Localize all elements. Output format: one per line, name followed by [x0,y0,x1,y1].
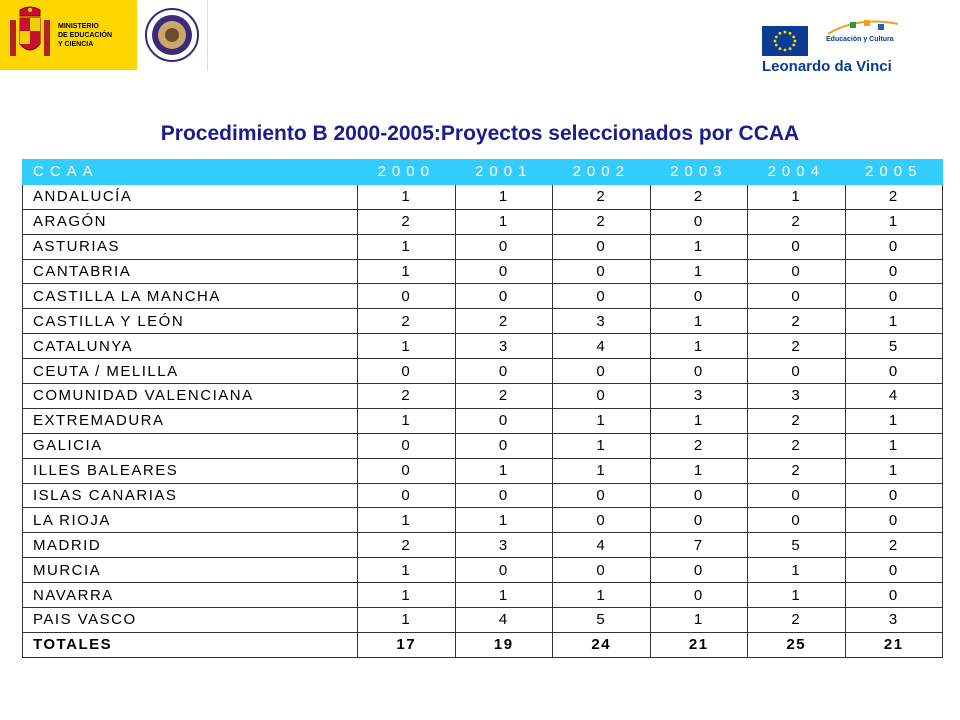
cell-2004: 0 [748,359,846,384]
column-header-2003: 2003 [650,160,748,185]
cell-2001: 1 [455,209,553,234]
cell-2001: 1 [455,583,553,608]
total-2001: 19 [455,632,553,657]
total-2005: 21 [845,632,943,657]
cell-2004: 2 [748,608,846,633]
cell-2002: 0 [553,234,651,259]
cell-2001: 2 [455,384,553,409]
cell-2001: 1 [455,508,553,533]
ministerio-text [58,22,112,49]
cell-2002: 2 [553,209,651,234]
cell-2000: 2 [358,384,456,409]
cell-2002: 0 [553,259,651,284]
cell-2001: 3 [455,533,553,558]
region-name: ARAGÓN [23,209,358,234]
table-row [23,234,943,259]
cell-2003: 1 [650,334,748,359]
region-name: LA RIOJA [23,508,358,533]
ministerio-logo [0,0,137,70]
region-name: NAVARRA [23,583,358,608]
agency-seal [137,0,208,70]
region-name: CASTILLA LA MANCHA [23,284,358,309]
cell-2004: 5 [748,533,846,558]
table-row [23,433,943,458]
table-row [23,284,943,309]
cell-2005: 1 [845,209,943,234]
column-header-2000: 2000 [358,160,456,185]
cell-2003: 0 [650,583,748,608]
totals-label: TOTALES [23,632,358,657]
cell-2000: 1 [358,408,456,433]
region-name: MADRID [23,533,358,558]
cell-2002: 0 [553,508,651,533]
cell-2005: 0 [845,558,943,583]
cell-2003: 0 [650,209,748,234]
cell-2004: 0 [748,259,846,284]
cell-2004: 3 [748,384,846,409]
cell-2003: 7 [650,533,748,558]
table-row [23,508,943,533]
cell-2002: 1 [553,583,651,608]
ministerio-line-1: MINISTERIO [58,22,99,30]
column-header-2002: 2002 [553,160,651,185]
cell-2005: 2 [845,533,943,558]
column-header-2005: 2005 [845,160,943,185]
programme-tagline: Educación y Cultura [826,36,894,43]
cell-2005: 1 [845,433,943,458]
cell-2002: 1 [553,408,651,433]
region-name: CASTILLA Y LEÓN [23,309,358,334]
cell-2000: 1 [358,259,456,284]
cell-2003: 2 [650,184,748,209]
cell-2003: 1 [650,408,748,433]
cell-2003: 0 [650,483,748,508]
total-2000: 17 [358,632,456,657]
cell-2000: 1 [358,558,456,583]
table-row [23,359,943,384]
eu-flag-icon [762,26,808,56]
region-name: ASTURIAS [23,234,358,259]
totals-row [23,632,943,657]
total-2003: 21 [650,632,748,657]
cell-2005: 1 [845,458,943,483]
cell-2001: 0 [455,433,553,458]
cell-2001: 0 [455,259,553,284]
cell-2003: 1 [650,234,748,259]
cell-2002: 1 [553,433,651,458]
cell-2001: 1 [455,458,553,483]
table-row [23,209,943,234]
cell-2000: 0 [358,483,456,508]
region-name: MURCIA [23,558,358,583]
cell-2001: 0 [455,284,553,309]
total-2004: 25 [748,632,846,657]
cell-2002: 0 [553,483,651,508]
cell-2000: 1 [358,508,456,533]
table-row [23,458,943,483]
cell-2005: 0 [845,259,943,284]
cell-2003: 0 [650,284,748,309]
cell-2003: 0 [650,558,748,583]
page-title: Procedimiento B 2000-2005:Proyectos seleccionados por CCAA [160,122,800,145]
cell-2005: 0 [845,284,943,309]
cell-2004: 1 [748,583,846,608]
cell-2000: 1 [358,334,456,359]
table-row [23,558,943,583]
cell-2000: 1 [358,234,456,259]
cell-2004: 2 [748,309,846,334]
cell-2002: 1 [553,458,651,483]
cell-2002: 5 [553,608,651,633]
cell-2000: 0 [358,458,456,483]
spain-crest-icon [8,6,52,64]
cell-2000: 0 [358,359,456,384]
cell-2002: 0 [553,284,651,309]
cell-2002: 3 [553,309,651,334]
region-name: ILLES BALEARES [23,458,358,483]
cell-2004: 1 [748,558,846,583]
cell-2000: 1 [358,583,456,608]
cell-2001: 1 [455,184,553,209]
column-header-2001: 2001 [455,160,553,185]
cell-2005: 1 [845,309,943,334]
cell-2004: 2 [748,458,846,483]
cell-2002: 4 [553,334,651,359]
region-name: CATALUNYA [23,334,358,359]
cell-2004: 0 [748,284,846,309]
cell-2000: 2 [358,209,456,234]
table-row [23,184,943,209]
cell-2000: 1 [358,608,456,633]
region-name: ISLAS CANARIAS [23,483,358,508]
column-header-2004: 2004 [748,160,846,185]
cell-2001: 0 [455,408,553,433]
cell-2005: 0 [845,234,943,259]
cell-2001: 2 [455,309,553,334]
region-name: GALICIA [23,433,358,458]
total-2002: 24 [553,632,651,657]
cell-2001: 4 [455,608,553,633]
table-row [23,583,943,608]
programme-name: Leonardo da Vinci [762,58,892,75]
cell-2004: 1 [748,184,846,209]
swoosh-icon [820,18,920,38]
cell-2001: 0 [455,359,553,384]
table-header-row [23,160,943,185]
projects-table [22,159,943,658]
cell-2003: 0 [650,508,748,533]
cell-2003: 1 [650,309,748,334]
cell-2001: 3 [455,334,553,359]
region-name: CEUTA / MELILLA [23,359,358,384]
cell-2002: 0 [553,359,651,384]
region-name: PAIS VASCO [23,608,358,633]
cell-2004: 2 [748,209,846,234]
cell-2003: 3 [650,384,748,409]
cell-2004: 0 [748,483,846,508]
ministerio-line-2: DE EDUCACIÓN [58,31,113,39]
cell-2002: 0 [553,384,651,409]
cell-2003: 1 [650,608,748,633]
cell-2005: 0 [845,583,943,608]
cell-2003: 1 [650,458,748,483]
cell-2002: 2 [553,184,651,209]
cell-2004: 0 [748,508,846,533]
cell-2000: 2 [358,533,456,558]
header-logos-right [762,18,922,78]
cell-2000: 1 [358,184,456,209]
region-name: EXTREMADURA [23,408,358,433]
table-row [23,408,943,433]
cell-2005: 0 [845,483,943,508]
table-row [23,533,943,558]
cell-2005: 2 [845,184,943,209]
table-row [23,384,943,409]
cell-2005: 0 [845,359,943,384]
cell-2000: 0 [358,284,456,309]
cell-2004: 2 [748,433,846,458]
region-name: ANDALUCÍA [23,184,358,209]
cell-2000: 2 [358,309,456,334]
cell-2005: 1 [845,408,943,433]
cell-2005: 4 [845,384,943,409]
ministerio-line-3: Y CIENCIA [58,40,94,48]
cell-2005: 3 [845,608,943,633]
cell-2002: 4 [553,533,651,558]
cell-2000: 0 [358,433,456,458]
table-row [23,483,943,508]
cell-2004: 2 [748,334,846,359]
table-body [23,184,943,657]
cell-2005: 0 [845,508,943,533]
table-row [23,309,943,334]
cell-2003: 2 [650,433,748,458]
column-header-ccaa: CCAA [23,160,358,185]
cell-2001: 0 [455,483,553,508]
cell-2003: 0 [650,359,748,384]
header-logos-left [0,0,208,70]
agency-seal-icon [144,7,200,63]
cell-2004: 0 [748,234,846,259]
table-row [23,259,943,284]
region-name: COMUNIDAD VALENCIANA [23,384,358,409]
table-row [23,608,943,633]
cell-2005: 5 [845,334,943,359]
cell-2001: 0 [455,234,553,259]
table-row [23,334,943,359]
cell-2003: 1 [650,259,748,284]
cell-2004: 2 [748,408,846,433]
cell-2002: 0 [553,558,651,583]
cell-2001: 0 [455,558,553,583]
region-name: CANTABRIA [23,259,358,284]
